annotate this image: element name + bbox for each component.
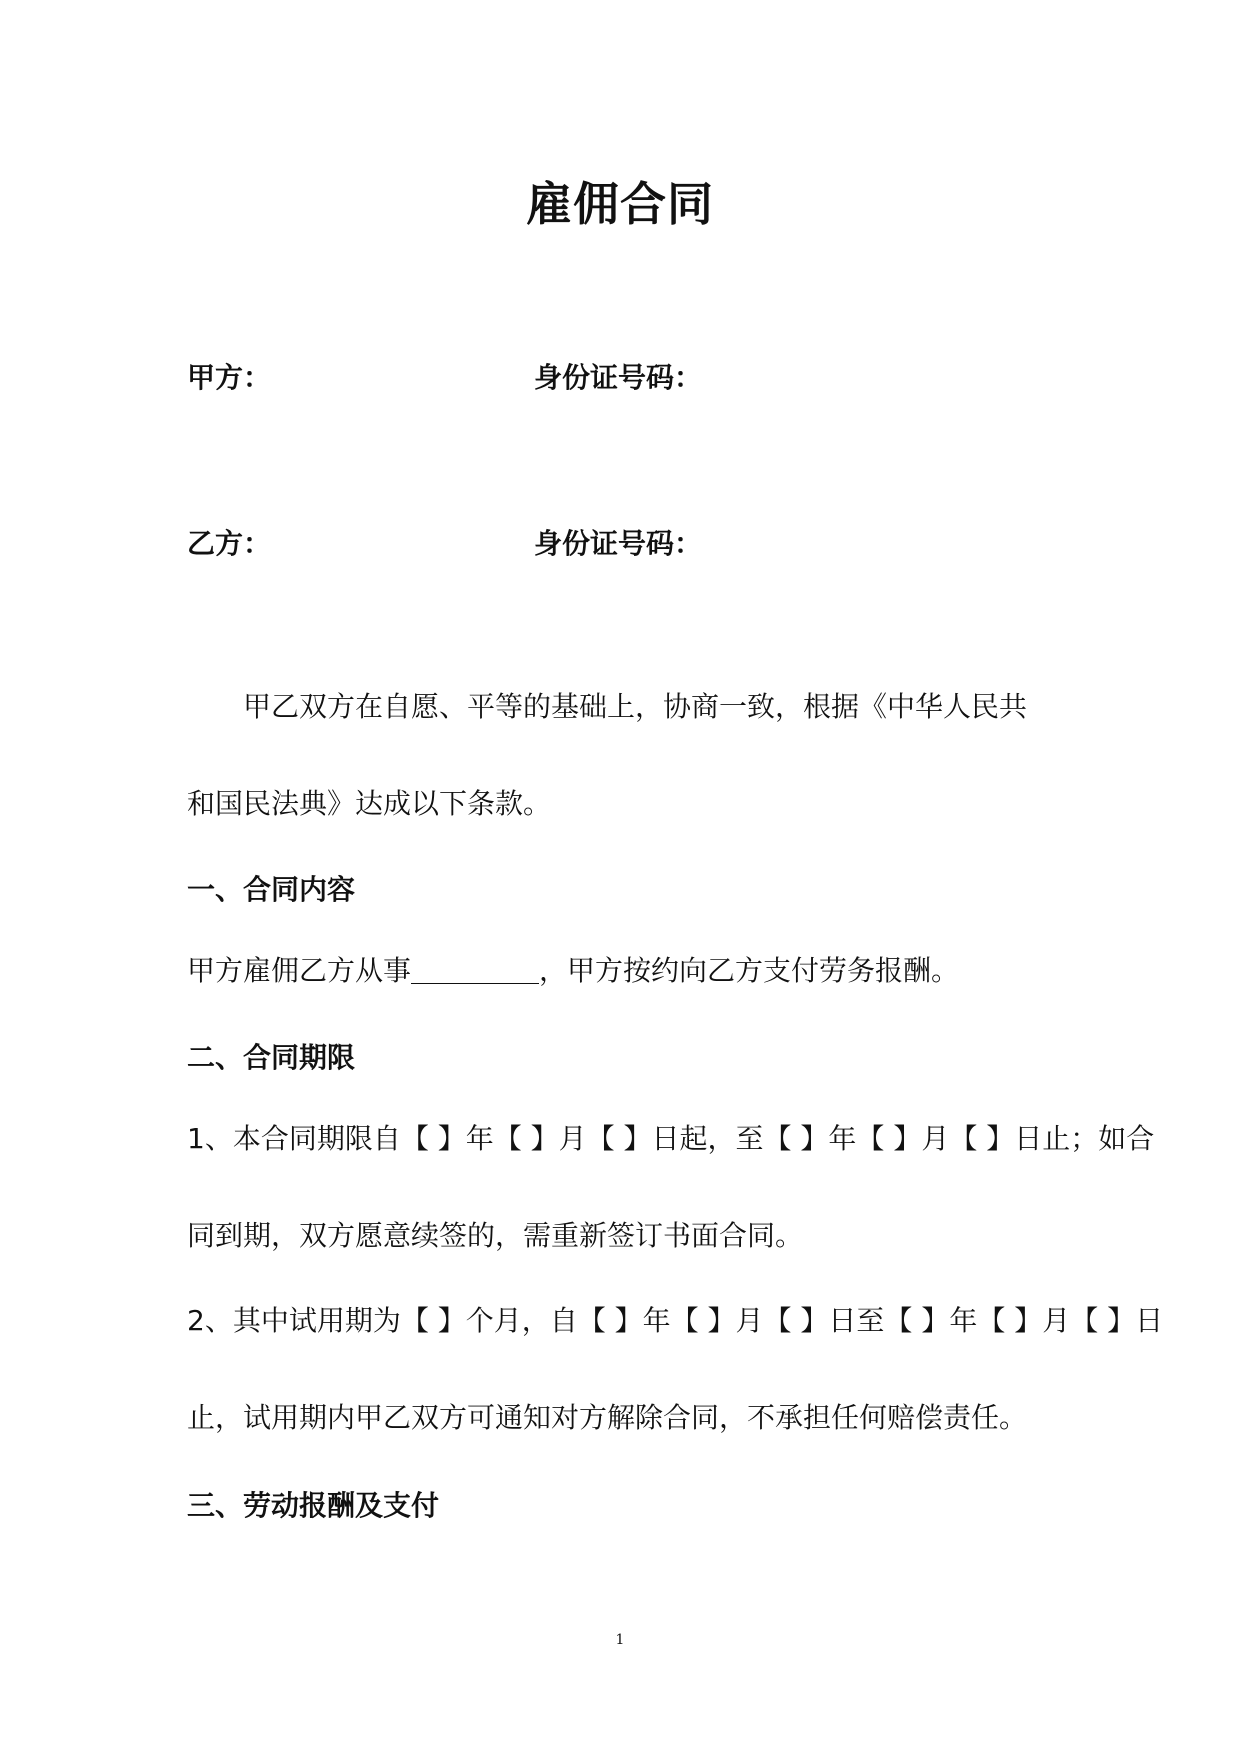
section-2-item-2-line-1: 2、其中试用期为【 】个月，自【 】年【 】月【 】日至【 】年【 】月【 】日	[187, 1304, 1164, 1337]
section-2-item-1-line-2: 同到期，双方愿意续签的，需重新签订书面合同。	[187, 1219, 804, 1252]
intro-line-1: 甲乙双方在自愿、平等的基础上，协商一致，根据《中华人民共	[243, 690, 1028, 723]
section-2-heading: 二、合同期限	[187, 1041, 356, 1074]
party-a-id-label: 身份证号码：	[534, 361, 703, 394]
section-1-text-before: 甲方雇佣乙方从事	[187, 954, 412, 987]
page-number: 1	[615, 1632, 625, 1648]
party-a-label: 甲方：	[187, 361, 272, 394]
section-1-heading: 一、合同内容	[187, 873, 356, 906]
party-b-label: 乙方：	[187, 527, 272, 560]
section-2-item-2-line-2: 止，试用期内甲乙双方可通知对方解除合同，不承担任何赔偿责任。	[187, 1401, 1028, 1434]
section-1-text	[187, 922, 1067, 1019]
party-b-id-label: 身份证号码：	[534, 527, 703, 560]
section-3-heading: 三、劳动报酬及支付	[187, 1489, 440, 1522]
section-1-text-after: ，甲方按约向乙方支付劳务报酬。	[539, 954, 960, 987]
section-2-item-1-line-1: 1、本合同期限自【 】年【 】月【 】日起，至【 】年【 】月【 】日止；如合	[187, 1122, 1155, 1155]
fill-in-blank	[411, 955, 539, 984]
document-title: 雇佣合同	[526, 177, 714, 231]
intro-line-2: 和国民法典》达成以下条款。	[187, 787, 552, 820]
